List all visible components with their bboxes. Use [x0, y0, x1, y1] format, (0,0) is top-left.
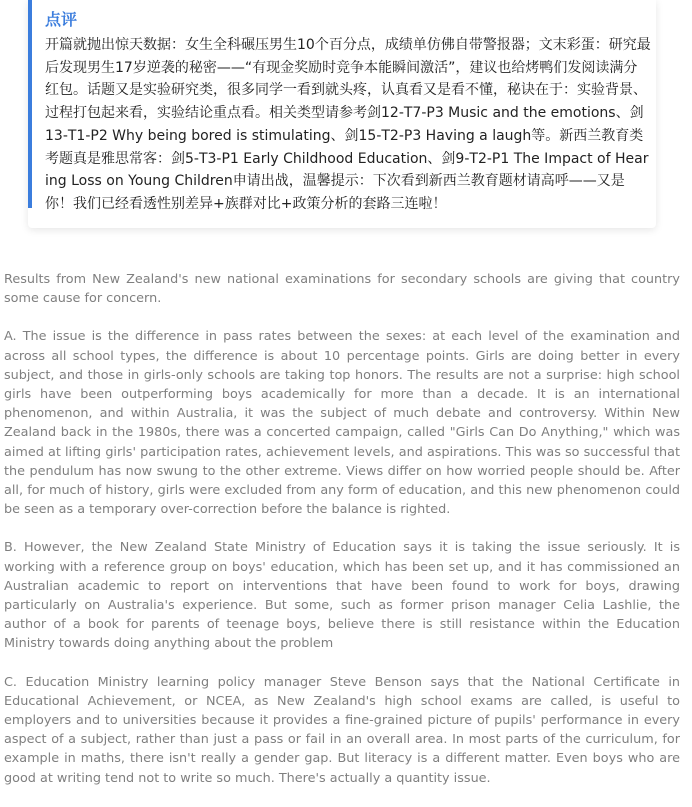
article-paragraph-a: A. The issue is the difference in pass rates between the sexes: at each level of the examination and across all school types, the difference is about 10 percentage points. Girls are doing better in every subject, and those in girls-only schools are taking top honors. The results are not a surprise: high school girls have been outperforming boys academically for more than a decade. It is an international phenomenon, and within Australia, it was the subject of much debate and controversy. Within New Zealand back in the 1980s, there was a concerted campaign, called "Girls Can Do Anything," which was aimed at lifting girls' participation rates, achievement levels, and aspirations. This was so successful that the pendulum has now swung to the other extreme. Views differ on how worried people should be. After all, for much of history, girls were excluded from any form of education, and this new phenomenon could be seen as a temporary over-correction before the balance is righted.: [4, 329, 680, 518]
review-accent-bar: [28, 0, 32, 208]
article-paragraph-c: C. Education Ministry learning policy manager Steve Benson says that the National Certificate in Educational Achievement, or NCEA, as New Zealand's high school exams are called, is useful to employers and to universities because it provides a fine-grained picture of pupils' performance in every aspect of a subject, rather than just a pass or fail in an overall area. In most parts of the curriculum, for example in maths, there isn't really a gender gap. But literacy is a different matter. Even boys who are good at writing tend not to write so much. There's actually a quantity issue.: [4, 674, 680, 786]
article-intro: Results from New Zealand's new national examinations for secondary schools are giving that country some cause for concern.: [4, 272, 680, 307]
review-card: [28, 0, 656, 228]
article-body: [4, 270, 680, 807]
review-body: 开篇就抛出惊天数据：女生全科碾压男生10个百分点，成绩单仿佛自带警报器；文末彩蛋：研究最后发现男生17岁逆袭的秘密——“有现金奖励时竞争本能瞬间激活”，建议也给烤鸭们发阅读满分红包。话题又是实验研究类，很多同学一看到就头疼，认真看又是看不懂，秘诀在于：实验背景、过程打包起来看，实验结论重点看。相关类型请参考剑12-T7-P3 Music and the emotions、剑13-T1-P2 Why being bored is stimulating、剑15-T2-P3 Having a laugh等。新西兰教育类考题真是雅思常客：剑5-T3-P1 Early Childhood Education、剑9-T2-P1 The Impact of Hearing Loss on Young Children申请出战，温馨提示：下次看到新西兰教育题材请高呼——又是你！我们已经看透性别差异+族群对比+政策分析的套路三连啦！: [45, 37, 651, 212]
review-title: 点评: [45, 10, 78, 29]
article-paragraph-b: B. However, the New Zealand State Ministry of Education says it is taking the issue seriously. It is working with a reference group on boys' education, which has been set up, and it has commissioned an Australian academic to report on interventions that have been found to work for boys, drawing particularly on Australia's experience. But some, such as former prison manager Celia Lashlie, the author of a book for parents of teenage boys, believe there is still resistance within the Education Ministry towards doing anything about the problem: [4, 540, 680, 652]
